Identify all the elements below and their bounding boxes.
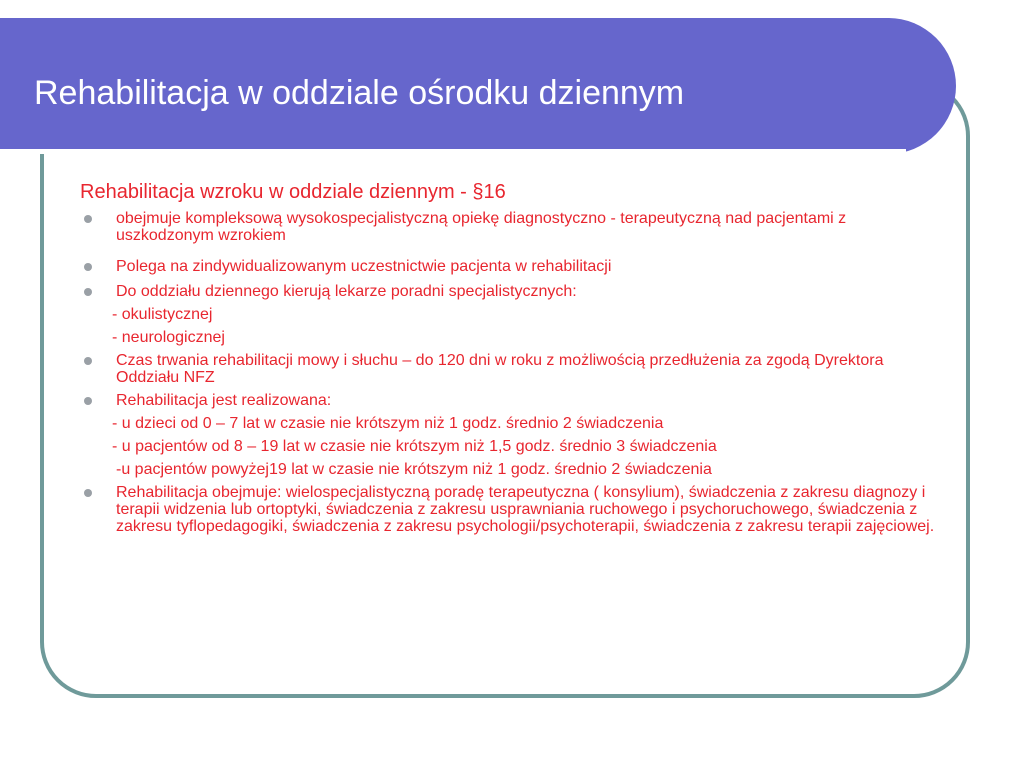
bullet-item [78,283,948,300]
sub-item [78,306,948,323]
sub-item [78,415,948,432]
title-bar [0,18,956,154]
bullet-text: Rehabilitacja obejmuje: wielospecjalistyczną poradę terapeutyczna ( konsylium), świadczenia z zakresu diagnozy i terapii widzenia lub ortoptyki, świadczenia z zakresu usprawniania ruchowego i psychoruchowego, świadczenia z zakresu tyflopedagogiki, świadczenia z zakresu psychologii/psychoterapii, świadczenia z zakresu terapii zajęciowej. [116,484,935,535]
bullet-icon [84,263,92,271]
bullet-text: Do oddziału dziennego kierują lekarze poradni specjalistycznych: [116,283,577,300]
slide-title: Rehabilitacja w oddziale ośrodku dziennym [34,74,685,112]
slide-body [78,180,948,535]
bullet-text: obejmuje kompleksową wysokospecjalistyczną opiekę diagnostyczno - terapeutyczną nad pacjentami z uszkodzonym wzrokiem [116,210,847,244]
sub-item [78,438,948,455]
bullet-text: Polega na zindywidualizowanym uczestnictwie pacjenta w rehabilitacji [116,258,612,275]
bullet-icon [84,489,92,497]
sub-item [78,461,948,478]
bullet-item [78,392,948,409]
bullet-item [78,352,948,386]
bullet-item [78,484,948,535]
sub-item-text: - okulistycznej [112,306,213,323]
title-underline [0,149,906,154]
bullet-icon [84,357,92,365]
bullet-text: Rehabilitacja jest realizowana: [116,392,332,409]
bullet-item [78,258,948,275]
sub-item-text: - neurologicznej [112,329,225,346]
section-heading: Rehabilitacja wzroku w oddziale dziennym - §16 [80,181,506,203]
bullet-icon [84,288,92,296]
bullet-text: Czas trwania rehabilitacji mowy i słuchu – do 120 dni w roku z możliwością przedłużenia za zgodą Dyrektora Oddziału NFZ [116,352,884,386]
bullet-item [78,210,948,244]
bullet-icon [84,397,92,405]
sub-item-text: - u pacjentów od 8 – 19 lat w czasie nie krótszym niż 1,5 godz. średnio 3 świadczenia [112,438,717,455]
sub-item [78,329,948,346]
sub-item-text: - u dzieci od 0 – 7 lat w czasie nie krótszym niż 1 godz. średnio 2 świadczenia [112,415,664,432]
bullet-icon [84,215,92,223]
sub-item-text: -u pacjentów powyżej19 lat w czasie nie krótszym niż 1 godz. średnio 2 świadczenia [116,461,712,478]
